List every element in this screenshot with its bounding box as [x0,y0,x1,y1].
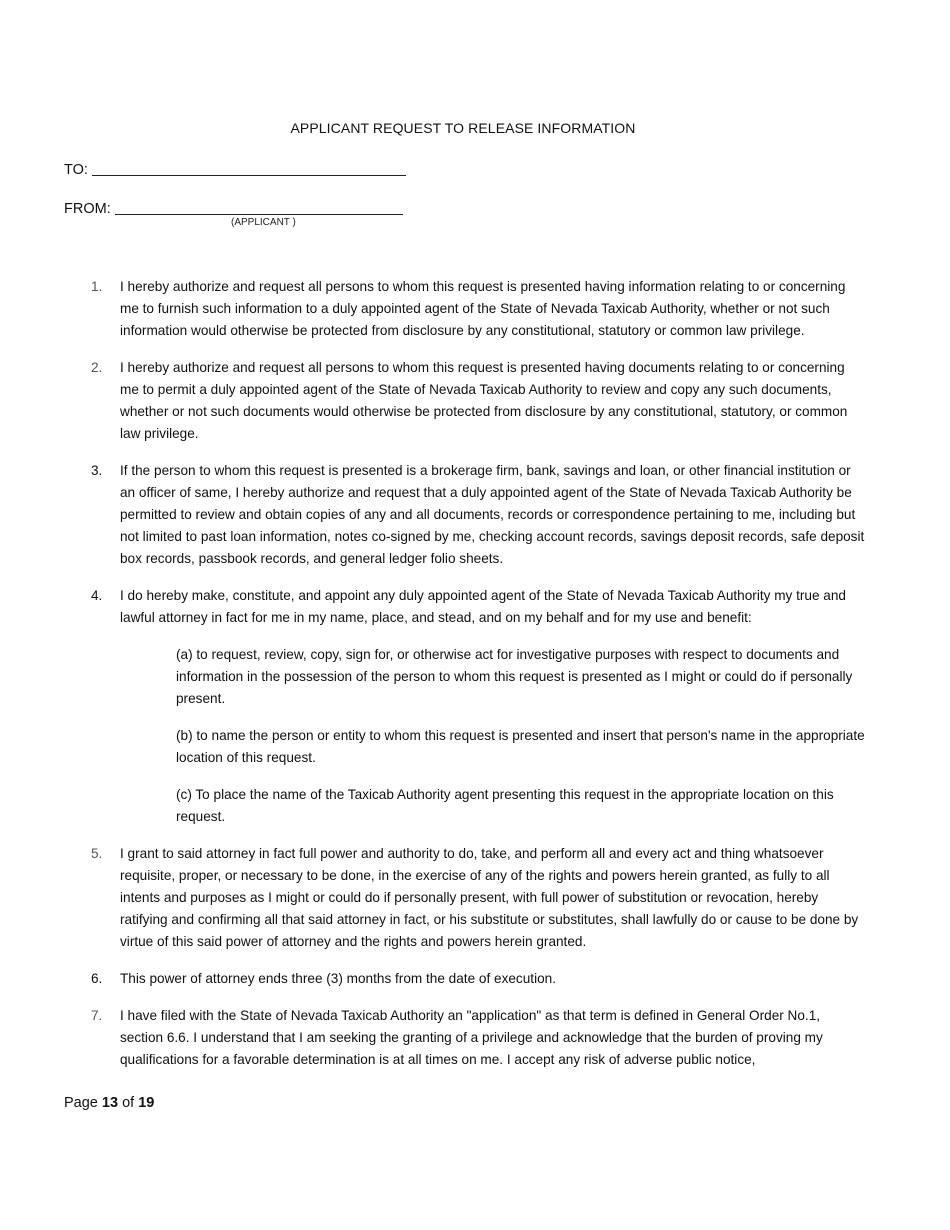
numbered-list [0,276,950,1086]
sub-item: (a) to request, review, copy, sign for, or otherwise act for investigative purposes with respect to documents and information in the possession of the person to whom this request is presented as I might or could do if personally present. [176,647,853,706]
list-item-text: If the person to whom this request is presented is a brokerage firm, bank, savings and loan, or other financial institution or an officer of same, I hereby authorize and request that a duly appointed agent of the State of Nevada Taxicab Authority be permitted to review and obtain copies of any and all documents, records or correspondence pertaining to me, including but not limited to past loan information, notes co-signed by me, checking account records, savings deposit records, safe deposit box records, passbook records, and general ledger folio sheets. [120,463,865,566]
list-item [0,585,950,828]
list-item-text: I hereby authorize and request all persons to whom this request is presented having information relating to or concerning me to furnish such information to a duly appointed agent of the State of Nevada Taxicab Authority, whether or not such information would otherwise be protected from disclosure by any constitutional, statutory or common law privilege. [120,279,846,338]
list-item [0,1005,950,1071]
to-field [64,160,406,178]
list-item-text: This power of attorney ends three (3) months from the date of execution. [120,971,556,986]
list-item [0,968,950,990]
applicant-caption: (APPLICANT ) [231,217,296,228]
list-item [0,843,950,953]
sub-item: (b) to name the person or entity to whom this request is presented and insert that person's name in the appropriate location of this request. [176,728,865,765]
list-item-text: I do hereby make, constitute, and appoint any duly appointed agent of the State of Nevada Taxicab Authority my true and lawful attorney in fact for me in my name, place, and stead, and on my behalf and for my use and benefit: [120,588,846,625]
to-blank-line [92,160,406,176]
list-item-number: 5. [91,846,103,861]
list-item-number: 3. [91,463,103,478]
total-page-count: 19 [138,1095,155,1111]
from-blank-line [115,199,403,215]
sub-item: (c) To place the name of the Taxicab Authority agent presenting this request in the appropriate location on this request. [176,787,834,824]
page-word: Page [64,1095,98,1111]
list-item-number: 6. [91,971,103,986]
list-item-number: 7. [91,1008,103,1023]
document-title: APPLICANT REQUEST TO RELEASE INFORMATION [290,120,636,136]
of-word: of [122,1095,135,1111]
list-item [0,276,950,342]
from-field [64,199,403,217]
list-item-number: 2. [91,360,103,375]
list-item-text: I grant to said attorney in fact full power and authority to do, take, and perform all and every act and thing whatsoever requisite, proper, or necessary to be done, in the exercise of any of the rights and powers herein granted, as fully to all intents and purposes as I might or could do if personally present, with full power of substitution or revocation, hereby ratifying and confirming all that said attorney in fact, or his substitute or substitutes, shall lawfully do or cause to be done by virtue of this said power of attorney and the rights and powers herein granted. [120,846,859,949]
sub-item-list [0,644,950,828]
list-item [0,357,950,445]
page-footer [64,1095,154,1111]
from-label: FROM: [64,201,111,217]
to-label: TO: [64,162,88,178]
list-item-text: I hereby authorize and request all persons to whom this request is presented having documents relating to or concerning me to permit a duly appointed agent of the State of Nevada Taxicab Authority to review and copy any such documents, whether or not such documents would otherwise be protected from disclosure by any constitutional, statutory, or common law privilege. [120,360,848,441]
list-item [0,460,950,570]
list-item-number: 1. [91,279,103,294]
current-page-number: 13 [101,1095,119,1111]
list-item-number: 4. [91,588,103,603]
list-item-text: I have filed with the State of Nevada Taxicab Authority an "application" as that term is defined in General Order No.1, section 6.6. I understand that I am seeking the granting of a privilege and acknowledge that the burden of proving my qualifications for a favorable determination is at all times on me. I accept any risk of adverse public notice, [120,1008,823,1067]
